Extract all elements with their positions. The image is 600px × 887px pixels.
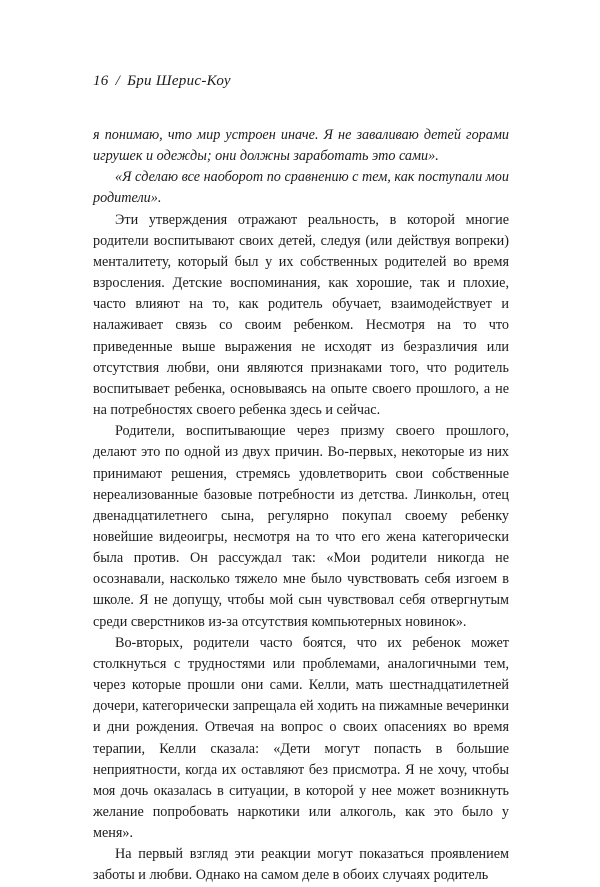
body-paragraph: На первый взгляд эти реакции могут показаться проявлением заботы и любви. Однако на самом деле в обоих случаях родитель — [93, 846, 509, 884]
header-separator: / — [115, 73, 121, 89]
running-head-author: Бри Шерис-Коу — [127, 73, 231, 89]
body-text — [93, 125, 509, 887]
page-number: 16 — [93, 73, 109, 89]
running-head — [93, 73, 231, 90]
quote-continuation: я понимаю, что мир устроен иначе. Я не заваливаю детей горами игрушек и одежды; они должны заработать это сами». — [93, 127, 509, 165]
body-paragraph: Родители, воспитывающие через призму своего прошлого, делают это по одной из двух причин. Во-первых, некоторые из них принимают решения, стремясь удовлетворить свои собственные нереализованные базовые потребности из детства. Линкольн, отец двенадцатилетнего сына, регулярно покупал своему ребенку новейшие видеоигры, несмотря на то что его жена категорически была против. Он рассуждал так: «Мои родители никогда не осознавали, насколько тяжело мне было чувствовать себя изгоем в школе. Я не допущу, чтобы мой сын чувствовал себя отвергнутым среди сверстников из-за отсутствия компьютерных новинок». — [93, 423, 509, 630]
quote-paragraph: «Я сделаю все наоборот по сравнению с тем, как поступали мои родители». — [93, 169, 509, 207]
body-paragraph: Во-вторых, родители часто боятся, что их ребенок может столкнуться с трудностями или проблемами, аналогичными тем, через которые прошли они сами. Келли, мать шестнадцатилетней дочери, категорически запрещала ей ходить на пижамные вечеринки и дни рождения. Отвечая на вопрос о своих опасениях во время терапии, Келли сказала: «Дети могут попасть в большие неприятности, когда их оставляют без присмотра. Я не хочу, чтобы моя дочь оказалась в ситуации, в которой у нее может возникнуть желание попробовать наркотики или алкоголь, как это было у меня». — [93, 634, 509, 842]
body-paragraph: Эти утверждения отражают реальность, в которой многие родители воспитывают своих детей, следуя (или действуя вопреки) менталитету, который был у их собственных родителей во время взросления. Детские воспоминания, как хорошие, так и плохие, часто влияют на то, как родитель обучает, взаимодействует и налаживает связь со своим ребенком. Несмотря на то что приведенные выше выражения не исходят из безразличия или отсутствия любви, они являются признаками того, что родитель воспитывает ребенка, основываясь на опыте своего прошлого, а не на потребностях своего ребенка здесь и сейчас. — [93, 211, 509, 419]
